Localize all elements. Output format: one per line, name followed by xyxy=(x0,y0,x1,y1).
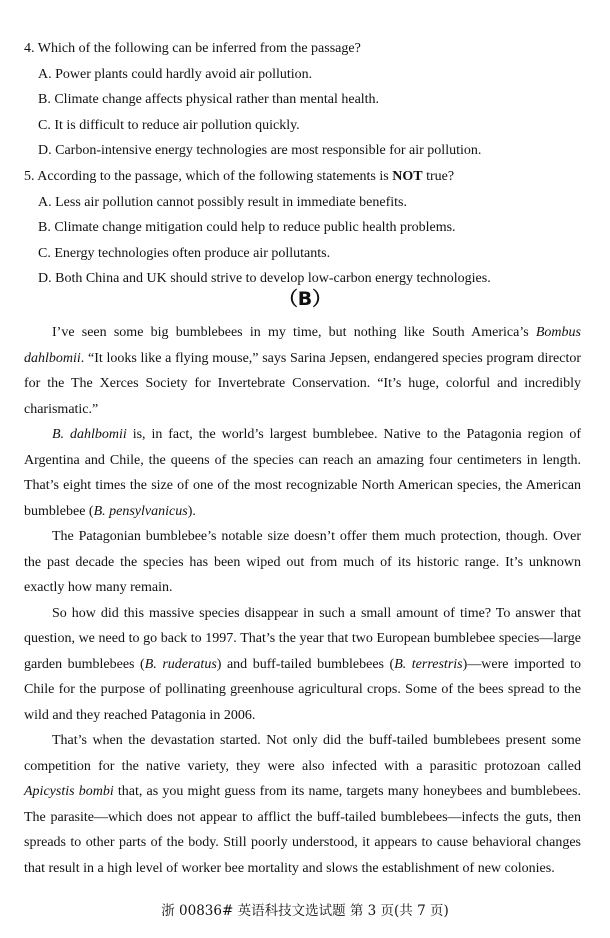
question-list xyxy=(24,36,586,292)
paragraph: B. dahlbomii is, in fact, the world’s largest bumblebee. Native to the Patagonia region of Argentina and Chile, the queens of the species can reach an amazing four centimeters in length. That’s eight times the size of one of the most recognizable North American species, the American bumblebee (B. pensylvanicus). xyxy=(24,427,581,519)
option-d: D. Carbon-intensive energy technologies are most responsible for air pollution. xyxy=(38,143,482,159)
paragraph: That’s when the devastation started. Not only did the buff-tailed bumblebees present some competition for the native variety, they were also infected with a parasitic protozoan called Apicystis bombi that, as you might guess from its name, targets many honeybees and bumblebees. The parasite—which does not appear to afflict the buff-tailed bumblebees—infects the guts, then spreads to other parts of the body. Still poorly understood, it appears to cause behavioral changes that result in a high level of worker bee mortality and slows the establishment of new colonies. xyxy=(24,733,581,876)
option-a: A. Less air pollution cannot possibly result in immediate benefits. xyxy=(38,194,407,210)
option-c: C. It is difficult to reduce air pollution quickly. xyxy=(38,117,300,133)
page-footer: 浙 00836# 英语科技文选试题 第 3 页(共 7 页) xyxy=(161,903,449,919)
option-b: B. Climate change affects physical rather than mental health. xyxy=(38,92,380,108)
paragraph: So how did this massive species disappear in such a small amount of time? To answer that question, we need to go back to 1997. That’s the year that two European bumblebee species—large garden bumblebees (B. ruderatus) and buff-tailed bumblebees (B. terrestris)—were imported to Chile for the purpose of pollinating greenhouse agricultural crops. Some of the bees spread to the wild and they reached Patagonia in 2006. xyxy=(24,605,581,723)
section-title: （B） xyxy=(278,288,332,310)
option-d: D. Both China and UK should strive to develop low-carbon energy technologies. xyxy=(38,271,491,287)
option-b: B. Climate change mitigation could help to reduce public health problems. xyxy=(38,220,456,236)
paragraph: I’ve seen some big bumblebees in my time, but nothing like South America’s Bombus dahlbomii. “It looks like a flying mouse,” says Sarina Jepsen, endangered species program director for the The Xerces Society for Invertebrate Conservation. “It’s huge, colorful and incredibly charismatic.” xyxy=(24,325,581,417)
question-stem: 5. According to the passage, which of the following statements is NOT true? xyxy=(24,168,455,184)
question-4 xyxy=(24,36,586,164)
paragraph: The Patagonian bumblebee’s notable size doesn’t offer them much protection, though. Over the past decade the species has been wiped out from much of its historic range. It’s unknown exactly how many remain. xyxy=(24,529,581,595)
option-c: C. Energy technologies often produce air pollutants. xyxy=(38,245,331,261)
option-a: A. Power plants could hardly avoid air pollution. xyxy=(38,66,313,82)
question-5 xyxy=(24,164,586,292)
question-stem: 4. Which of the following can be inferred from the passage? xyxy=(24,41,361,56)
passage-b xyxy=(24,320,581,881)
